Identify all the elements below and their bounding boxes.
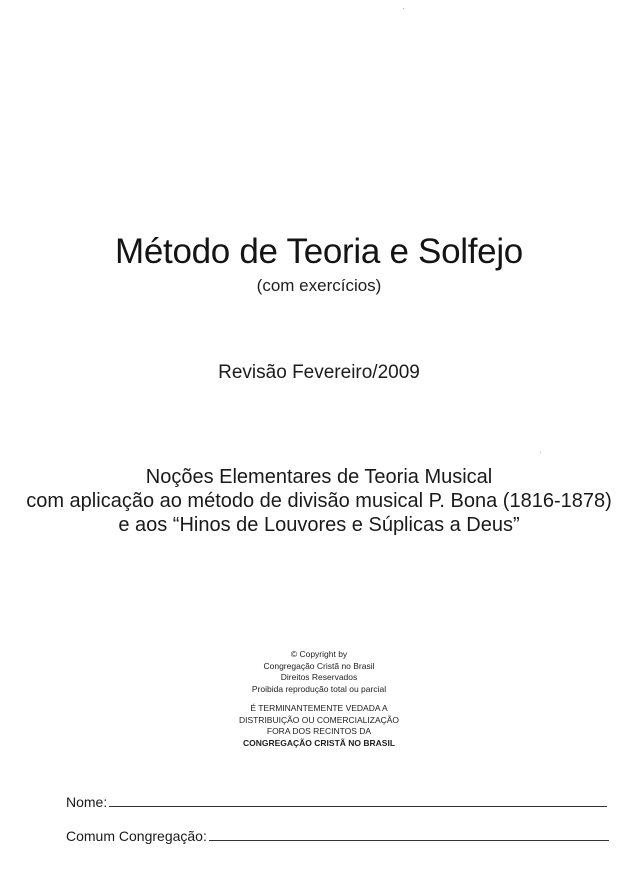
congregation-label: Comum Congregação: — [66, 828, 207, 844]
congregation-field[interactable] — [209, 840, 609, 841]
restriction-organization: CONGREGAÇÃO CRISTÃ NO BRASIL — [242, 737, 396, 748]
spacer — [0, 695, 638, 703]
name-field-row — [66, 790, 607, 810]
copyright-line: Proibida reprodução total ou parcial — [251, 683, 387, 694]
name-label: Nome: — [66, 794, 108, 810]
copyright-notice — [0, 649, 638, 749]
scan-speck — [403, 8, 404, 9]
description-line: e aos “Hinos de Louvores e Súplicas a Deus” — [118, 514, 520, 536]
copyright-line: © Copyright by — [290, 649, 348, 659]
description-line: com aplicação ao método de divisão musical P. Bona (1816-1878) — [26, 490, 612, 512]
name-field[interactable] — [109, 806, 607, 807]
document-title: Método de Teoria e Solfejo — [115, 232, 523, 271]
restriction-line: FORA DOS RECINTOS DA — [266, 726, 372, 736]
revision-date: Revisão Fevereiro/2009 — [218, 362, 420, 383]
scan-speck — [540, 452, 541, 453]
copyright-line: Direitos Reservados — [280, 672, 358, 682]
congregation-field-row — [66, 824, 609, 844]
restriction-line: É TERMINANTEMENTE VEDADA A — [250, 703, 388, 713]
document-subtitle: (com exercícios) — [256, 276, 382, 295]
description-line: Noções Elementares de Teoria Musical — [145, 466, 493, 488]
restriction-line: DISTRIBUIÇÃO OU COMERCIALIZAÇÃO — [238, 714, 400, 725]
copyright-line: Congregação Cristã no Brasil — [263, 660, 375, 671]
